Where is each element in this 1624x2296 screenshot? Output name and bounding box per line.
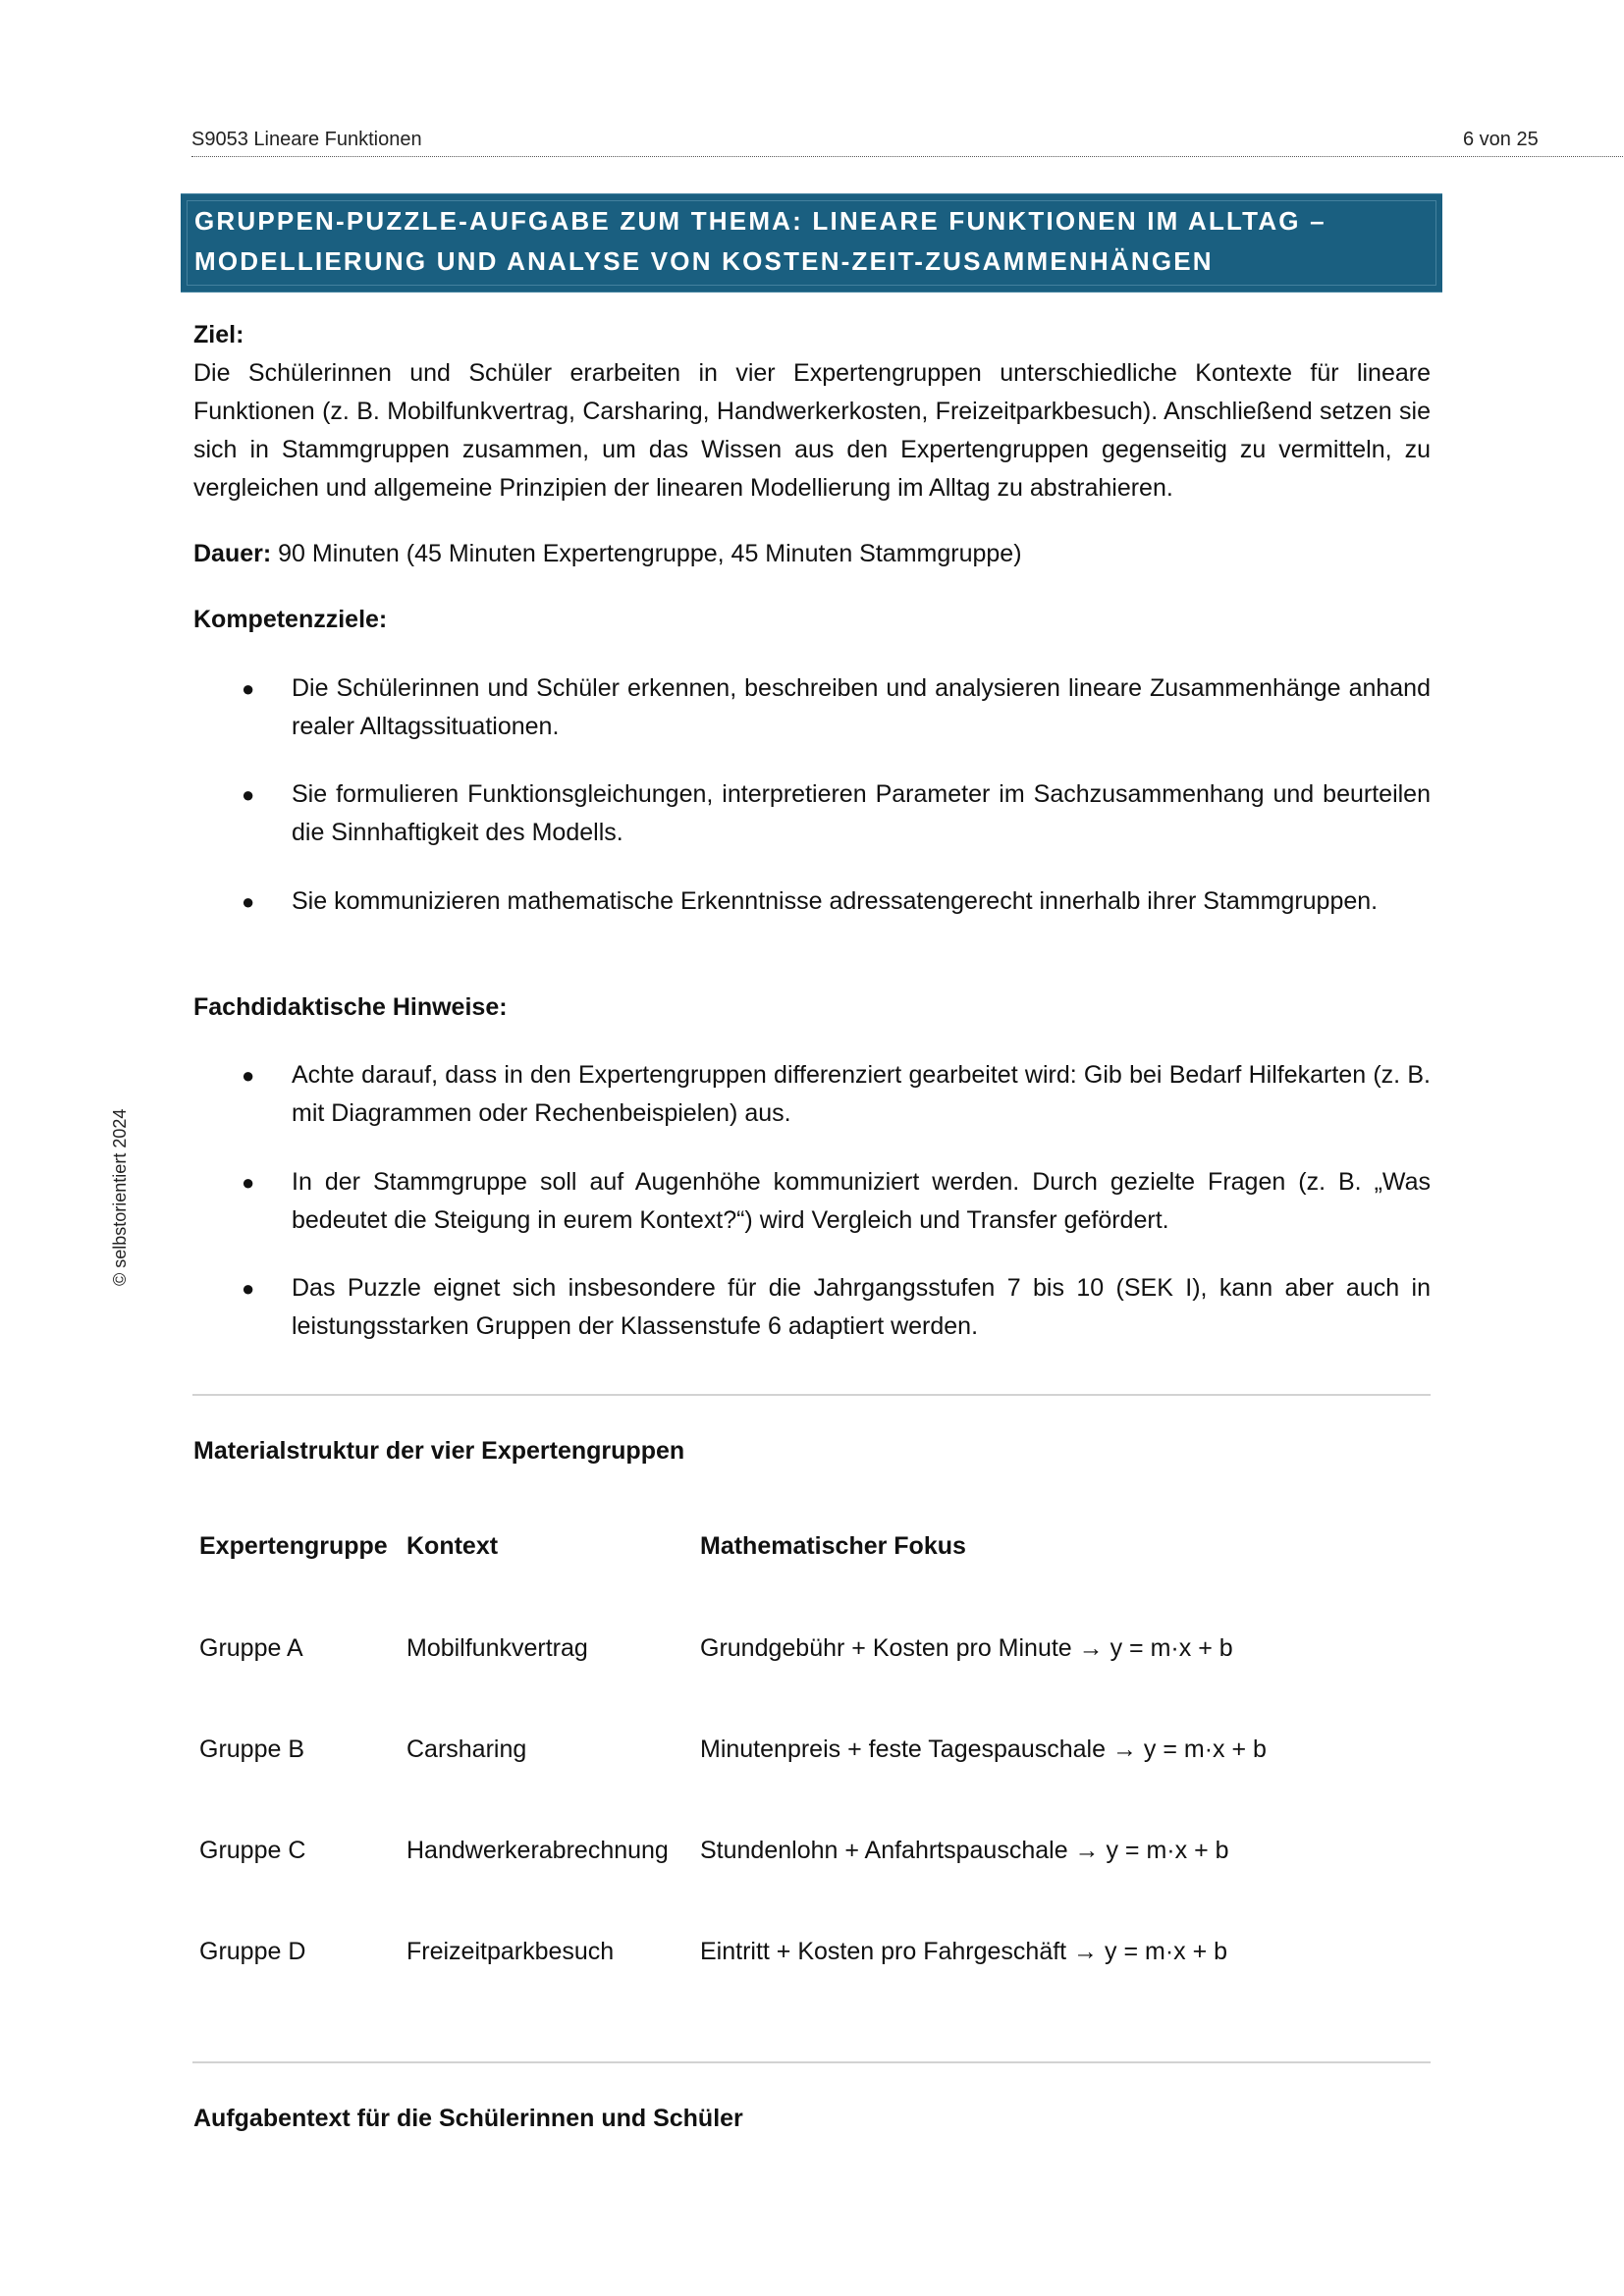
aufgabentext-heading: Aufgabentext für die Schülerinnen und Schüler (193, 2105, 743, 2132)
dauer-label: Dauer: (193, 540, 272, 567)
table-cell-context: Freizeitparkbesuch (406, 1938, 615, 1965)
hinweise-heading: Fachdidaktische Hinweise: (193, 993, 508, 1021)
list-item-text: Sie formulieren Funktionsgleichungen, interpretieren Parameter im Sachzusammenhang und beurteilen die Sinnhaftigkeit des Modells. (292, 780, 1431, 846)
table-cell-group: Gruppe C (199, 1837, 306, 1864)
bullet-icon: ● (242, 676, 255, 701)
table-cell-group: Gruppe A (199, 1634, 303, 1662)
bullet-icon: ● (242, 782, 255, 807)
list-item-text: Das Puzzle eignet sich insbesondere für die Jahrgangsstufen 7 bis 10 (SEK I), kann aber auch in leistungsstarken Gruppen der Klassenstufe 6 adaptiert werden. (292, 1274, 1431, 1340)
table-cell-context: Carsharing (406, 1735, 527, 1763)
section-title-banner (181, 193, 1442, 293)
dauer-value: 90 Minuten (45 Minuten Expertengruppe, 45 Minuten Stammgruppe) (271, 540, 1022, 567)
section-title-line-2: MODELLIERUNG UND ANALYSE VON KOSTEN-ZEIT-ZUSAMMENHÄNGEN (194, 246, 1214, 276)
section-divider (192, 2061, 1431, 2063)
table-cell-focus: Minutenpreis + feste Tagespauschale → y = m·x + b (700, 1735, 1267, 1763)
column-header-fokus: Mathematischer Fokus (700, 1532, 966, 1560)
ziel-label: Ziel: (193, 321, 244, 348)
list-item-text: Achte darauf, dass in den Expertengruppen differenziert gearbeitet wird: Gib bei Bedarf Hilfekarten (z. B. mit Diagrammen oder Rechenbeispielen) aus. (292, 1061, 1431, 1127)
table-cell-group: Gruppe B (199, 1735, 305, 1763)
column-header-kontext: Kontext (406, 1532, 499, 1560)
dauer-line (193, 535, 1022, 573)
table-cell-focus: Stundenlohn + Anfahrtspauschale → y = m·x + b (700, 1837, 1229, 1864)
bullet-icon: ● (242, 1170, 255, 1195)
list-item-text: Sie kommunizieren mathematische Erkenntnisse adressatengerecht innerhalb ihrer Stammgruppen. (292, 887, 1379, 915)
table-cell-focus: Eintritt + Kosten pro Fahrgeschäft → y = m·x + b (700, 1938, 1228, 1965)
header-divider (191, 156, 1623, 157)
table-cell-group: Gruppe D (199, 1938, 306, 1965)
list-item-text: Die Schülerinnen und Schüler erkennen, beschreiben und analysieren lineare Zusammenhänge anhand realer Alltagssituationen. (292, 674, 1431, 740)
kompetenzziele-heading: Kompetenzziele: (193, 606, 388, 633)
list-item-text: In der Stammgruppe soll auf Augenhöhe kommuniziert werden. Durch gezielte Fragen (z. B. „Was bedeutet die Steigung in eurem Kontext?“) wird Vergleich und Transfer gefördert. (292, 1168, 1431, 1234)
table-cell-focus: Grundgebühr + Kosten pro Minute → y = m·x + b (700, 1634, 1233, 1662)
section-divider (192, 1394, 1431, 1396)
ziel-text: Die Schülerinnen und Schüler erarbeiten in vier Expertengruppen unterschiedliche Kontexte für lineare Funktionen (z. B. Mobilfunkvertrag, Carsharing, Handwerkerkosten, Freizeitparkbesuch). Anschließend setzen sie sich in Stammgruppen zusammen, um das Wissen aus den Expertengruppen gegenseitig zu vermitteln, zu vergleichen und allgemeine Prinzipien der linearen Modellierung im Alltag zu abstrahieren. (193, 359, 1431, 502)
bullet-icon: ● (242, 1276, 255, 1301)
column-header-expertengruppe: Expertengruppe (199, 1532, 388, 1560)
page-indicator: 6 von 25 (1463, 129, 1539, 150)
bullet-icon: ● (242, 1063, 255, 1088)
bullet-icon: ● (242, 889, 255, 914)
material-heading: Materialstruktur der vier Expertengruppen (193, 1437, 685, 1465)
copyright-notice: © selbstorientiert 2024 (110, 1108, 130, 1286)
document-title: S9053 Lineare Funktionen (191, 129, 422, 150)
table-cell-context: Mobilfunkvertrag (406, 1634, 588, 1662)
section-title-line-1: GRUPPEN-PUZZLE-AUFGABE ZUM THEMA: LINEARE FUNKTIONEN IM ALLTAG – (194, 206, 1326, 236)
table-cell-context: Handwerkerabrechnung (406, 1837, 669, 1864)
